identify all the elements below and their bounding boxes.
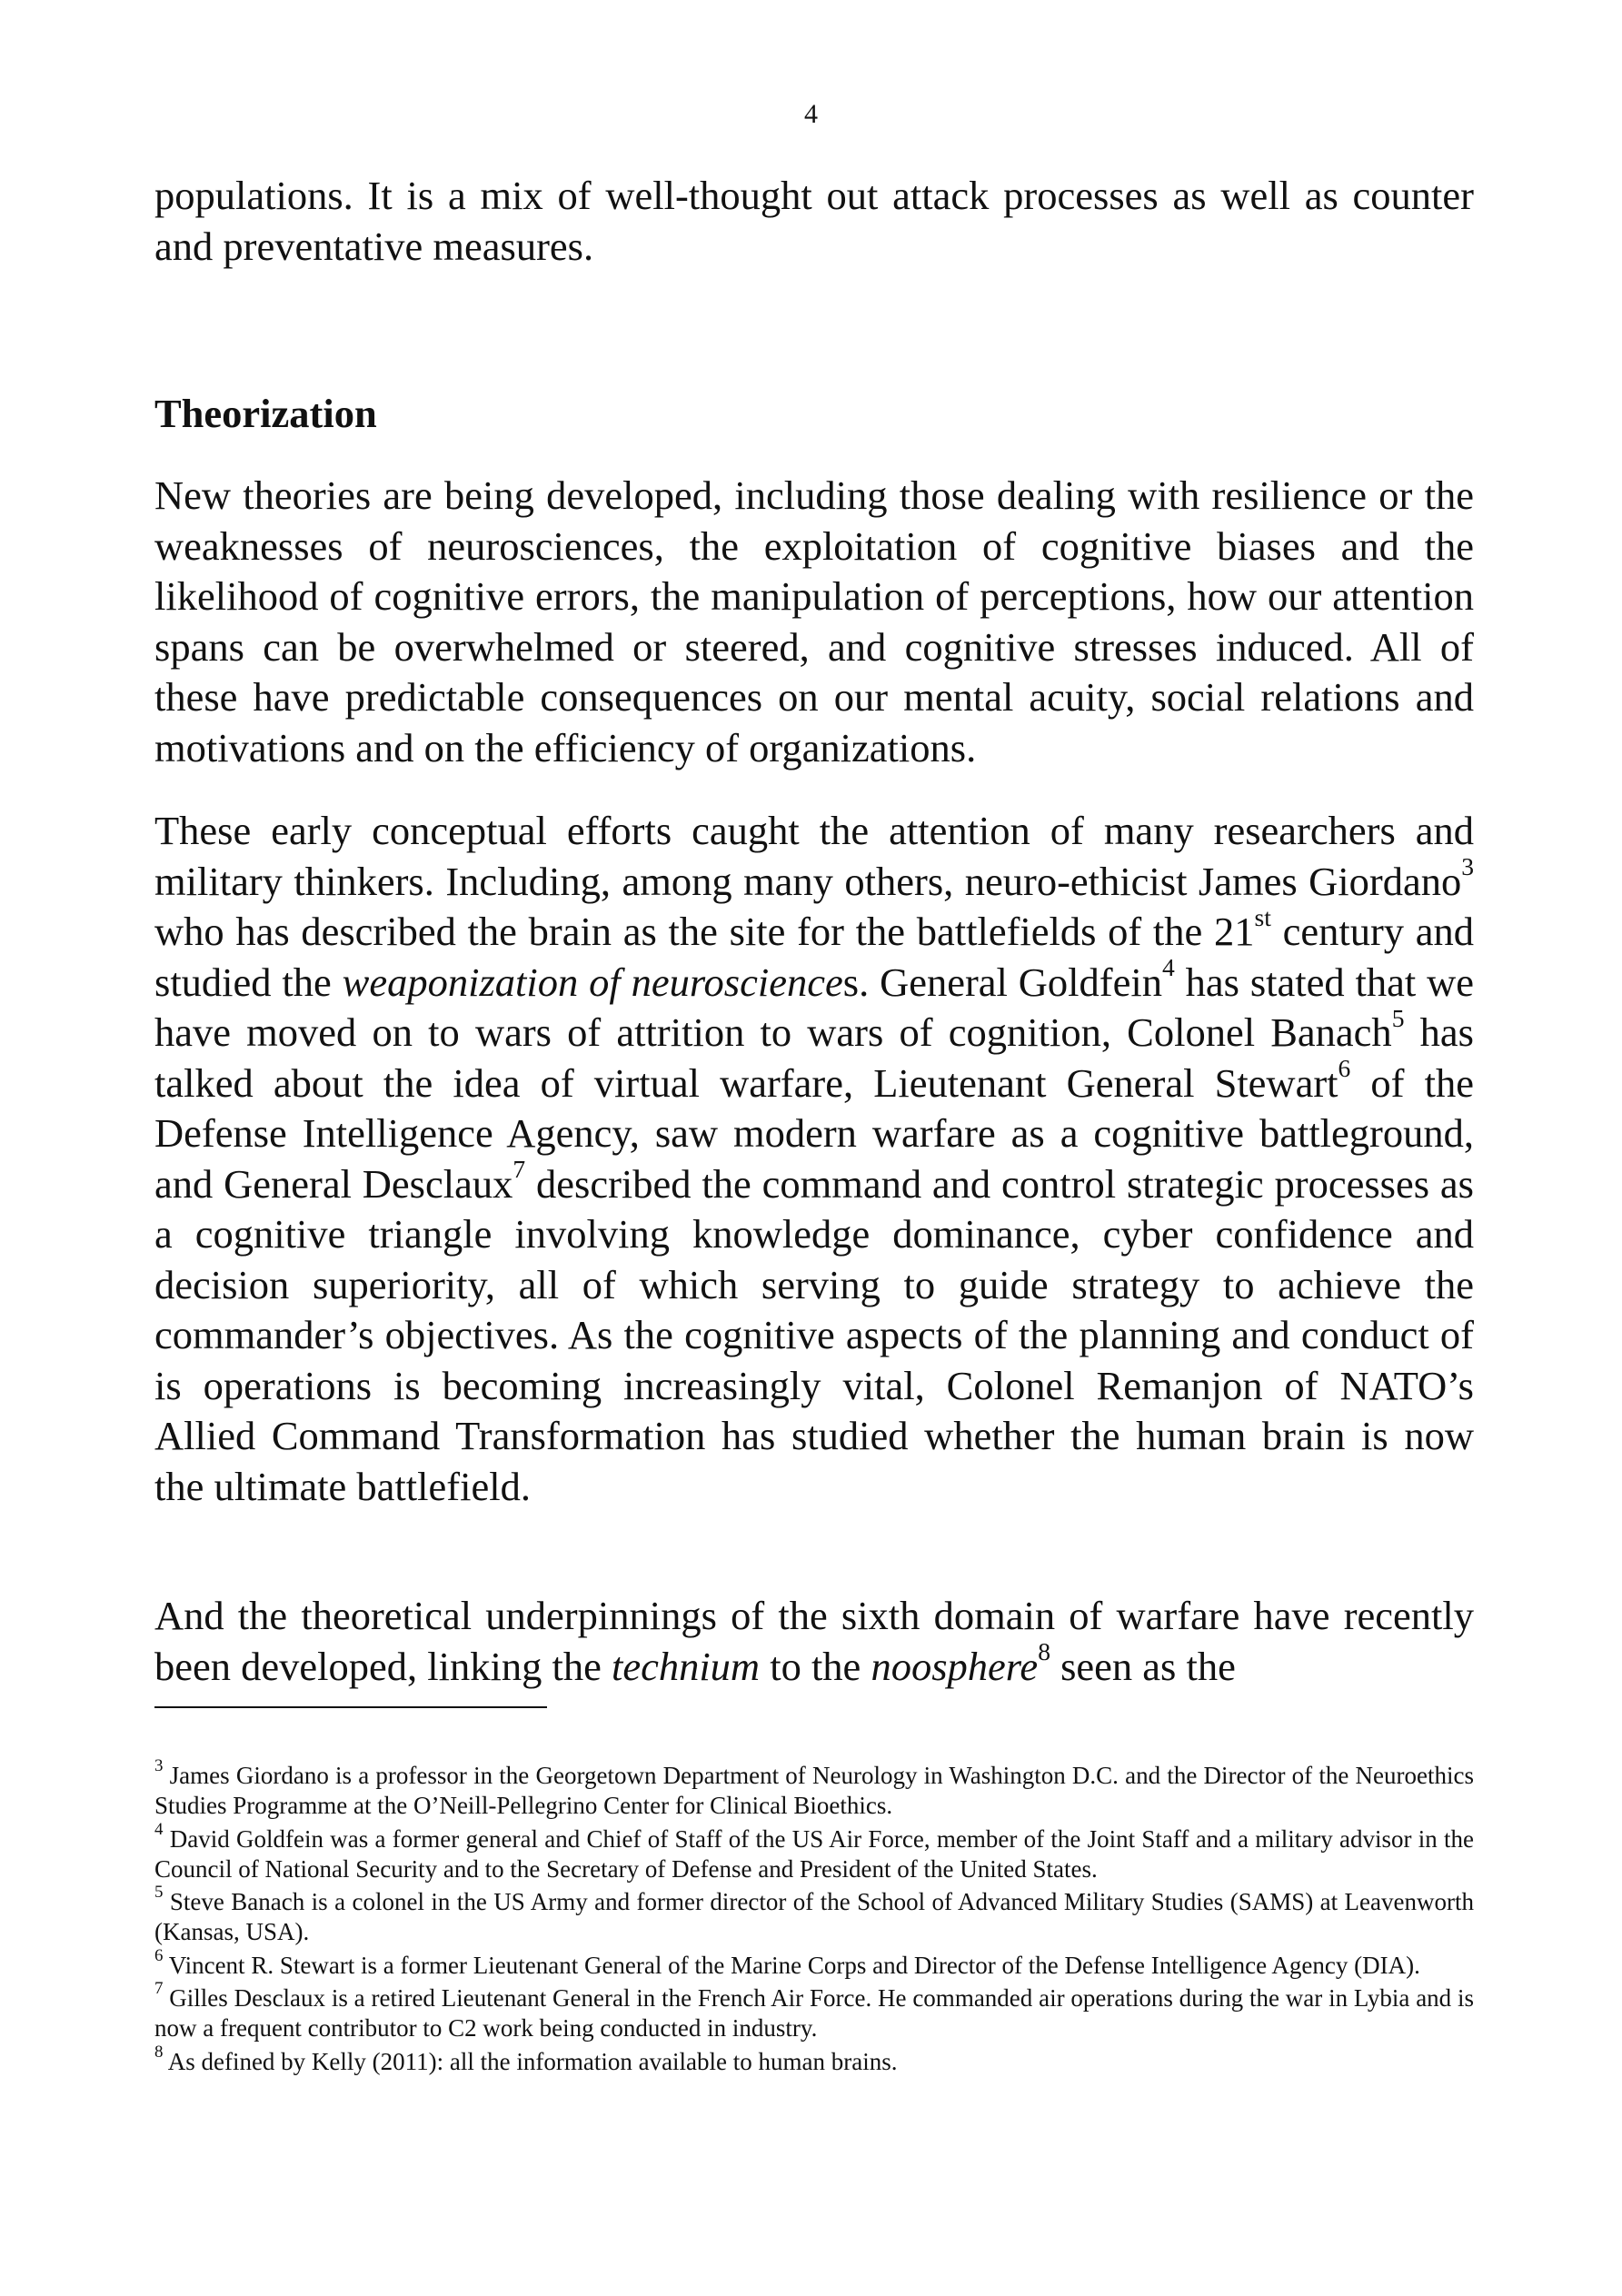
text-run: of the Defense Intelligence Agency, saw modern warfare as a cognitive battleground, and General Desclaux [154, 1059, 1474, 1207]
footnote-5 [154, 1883, 1474, 1947]
footnote-ref-7[interactable]: 7 [512, 1155, 526, 1184]
text-run: has talked about the idea of virtual warfare, Lieutenant General Stewart [154, 1009, 1474, 1106]
footnote-8 [154, 2042, 1474, 2077]
text-run: century and studied the [154, 909, 1474, 1005]
text-run: to the [760, 1643, 871, 1689]
footnote-number: 7 [154, 1979, 164, 1999]
footnote-ref-8[interactable]: 8 [1038, 1637, 1050, 1666]
emphasis-noosphere: noosphere [871, 1643, 1039, 1689]
footnote-text: Vincent R. Stewart is a former Lieutenant General of the Marine Corps and Director of the Defense Intelligence Agency (DIA). [163, 1951, 1420, 1979]
footnote-6 [154, 1945, 1474, 1981]
footnote-separator [154, 1706, 547, 1708]
footnote-7 [154, 1979, 1474, 2043]
footnote-text: Gilles Desclaux is a retired Lieutenant General in the French Air Force. He commanded air operations during the war in Lybia and is now a frequent contributor to C2 work being conducted in industry. [154, 1984, 1474, 2042]
footnote-ref-3[interactable]: 3 [1461, 852, 1474, 881]
paragraph-researchers [154, 806, 1474, 1512]
footnote-4 [154, 1819, 1474, 1884]
footnote-text: David Goldfein was a former general and Chief of Staff of the US Air Force, member of the Joint Staff and a military advisor in the Council of National Security and to the Secretary of Defense and President of the United States. [154, 1824, 1474, 1883]
text-run: who has described the brain as the site for the battlefields of the 21 [154, 909, 1255, 954]
text-run: And the theoretical underpinnings of the sixth domain of warfare have recently been developed, linking the [154, 1593, 1474, 1689]
footnotes-section [154, 1756, 1474, 2080]
footnote-3 [154, 1756, 1474, 1821]
paragraph-sixth-domain [154, 1591, 1474, 1692]
text-run: seen as the [1050, 1643, 1236, 1689]
footnote-ref-6[interactable]: 6 [1338, 1054, 1351, 1083]
ordinal-suffix: st [1254, 902, 1271, 931]
footnote-text: As defined by Kelly (2011): all the information available to human brains. [163, 2047, 898, 2075]
text-run: s. General Goldfein [842, 959, 1162, 1005]
intro-paragraph: populations. It is a mix of well-thought out attack processes as well as counter and preventative measures. [154, 173, 1474, 269]
footnote-ref-4[interactable]: 4 [1161, 953, 1175, 982]
text-run: has stated that we have moved on to wars of attrition to wars of cognition, Colonel Banach [154, 959, 1475, 1055]
footnote-number: 4 [154, 1819, 164, 1839]
footnote-number: 8 [154, 2042, 164, 2062]
footnote-number: 6 [154, 1945, 164, 1965]
emphasis-weaponization: weaponization of neuroscience [342, 959, 843, 1005]
text-run: These early conceptual efforts caught the attention of many researchers and military thinkers. Including, among many others, neuro-ethicist James Giordano [154, 808, 1474, 904]
footnote-number: 5 [154, 1883, 164, 1903]
emphasis-technium: technium [611, 1643, 761, 1689]
page-number: 4 [804, 99, 818, 129]
section-heading: Theorization [154, 391, 377, 436]
footnote-ref-5[interactable]: 5 [1391, 1003, 1405, 1032]
footnote-text: James Giordano is a professor in the Georgetown Department of Neurology in Washington D.C. and the Director of the Neuroethics Studies Programme at the O’Neill-Pellegrino Center for Clinical Bioethics. [154, 1762, 1474, 1819]
footnote-text: Steve Banach is a colonel in the US Army and former director of the School of Advanced Military Studies (SAMS) at Leavenworth (Kansas, USA). [154, 1888, 1474, 1945]
text-run: described the command and control strategic processes as a cognitive triangle involving knowledge dominance, cyber confidence and decision superiority, all of which serving to guide strategy to achieve the commander’s objectives. As the cognitive aspects of the planning and conduct of is operations is becoming increasingly vital, Colonel Remanjon of NATO’s Allied Command Transformation has studied whether the human brain is now the ultimate battlefield. [154, 1160, 1474, 1509]
footnote-number: 3 [154, 1756, 164, 1776]
paragraph-theories: New theories are being developed, including those dealing with resilience or the weaknesses of neurosciences, the exploitation of cognitive biases and the likelihood of cognitive errors, the manipulation of perceptions, how our attention spans can be overwhelmed or steered, and cognitive stresses induced. All of these have predictable consequences on our mental acuity, social relations and motivations and on the efficiency of organizations. [154, 472, 1474, 770]
